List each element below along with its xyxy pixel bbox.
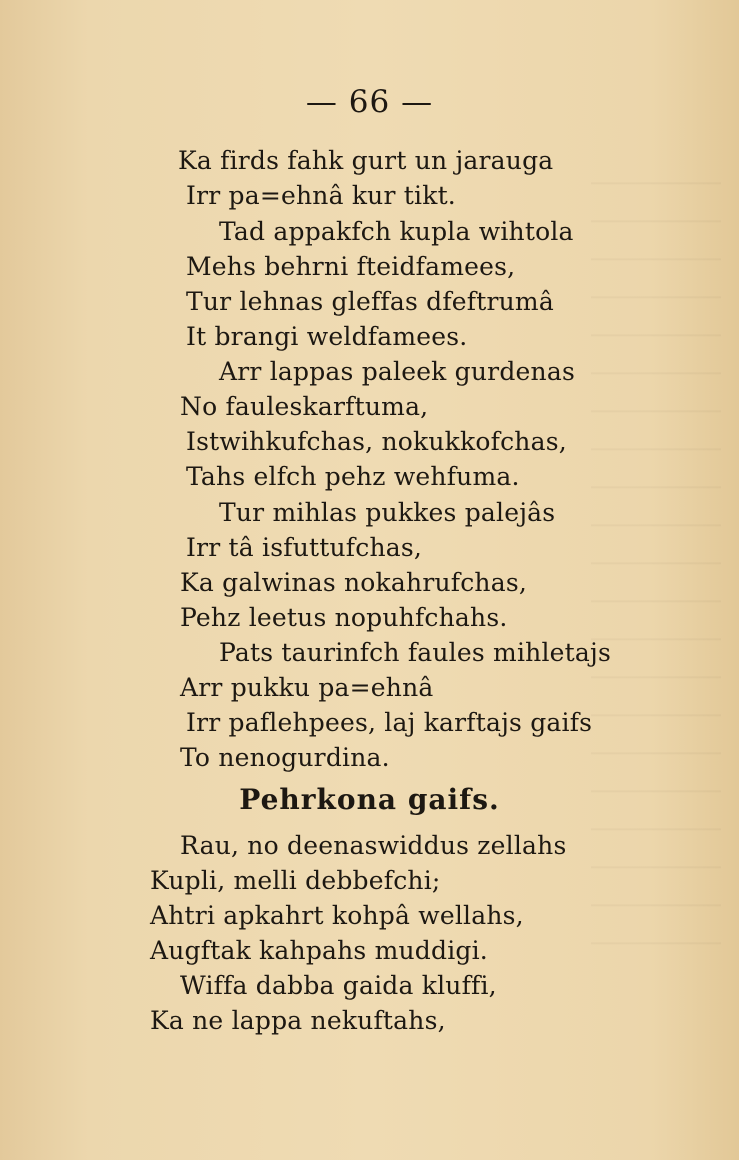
verse-line: Tad appakfch kupla wihtola — [219, 217, 574, 246]
verse-line: Istwihkufchas, nokukkofchas, — [186, 427, 567, 456]
show-through-text — [591, 160, 721, 980]
verse-line: No fauleskarftuma, — [180, 392, 429, 421]
page-number: — 66 — — [305, 84, 434, 120]
verse-line: Pats taurinfch faules mihletajs — [219, 638, 611, 667]
verse-line: Irr paflehpees, laj karftajs gaifs — [186, 708, 593, 737]
verse-line: Irr tâ isfuttufchas, — [186, 533, 423, 562]
verse-line: Tur mihlas pukkes palejâs — [219, 498, 556, 527]
verse-line: Tahs elfch pehz wehfuma. — [186, 462, 520, 491]
verse-line: It brangi weldfamees. — [186, 322, 468, 351]
verse-line: Ka galwinas nokahrufchas, — [180, 568, 528, 597]
verse-line: Kupli, melli debbefchi; — [150, 866, 441, 895]
verse-line: Irr pa=ehnâ kur tikt. — [186, 181, 456, 210]
verse-line: Ka firds fahk gurt un jarauga — [178, 146, 554, 175]
verse-line: Ahtri apkahrt kohpâ wellahs, — [150, 901, 524, 930]
verse-line: Tur lehnas gleffas dfeftrumâ — [186, 287, 554, 316]
verse-line: Arr pukku pa=ehnâ — [180, 673, 434, 702]
verse-line: To nenogurdina. — [180, 743, 390, 772]
verse-line: Pehz leetus nopuhfchahs. — [180, 603, 508, 632]
verse-line: Arr lappas paleek gurdenas — [219, 357, 575, 386]
verse-line: Wiffa dabba gaida kluffi, — [180, 971, 497, 1000]
verse-line: Mehs behrni fteidfamees, — [186, 252, 516, 281]
verse-line: Rau, no deenaswiddus zellahs — [180, 831, 567, 860]
verse-line: Augftak kahpahs muddigi. — [150, 936, 488, 965]
verse-line: Ka ne lappa nekuftahs, — [150, 1006, 446, 1035]
poem-title: Pehrkona gaifs. — [239, 783, 500, 816]
